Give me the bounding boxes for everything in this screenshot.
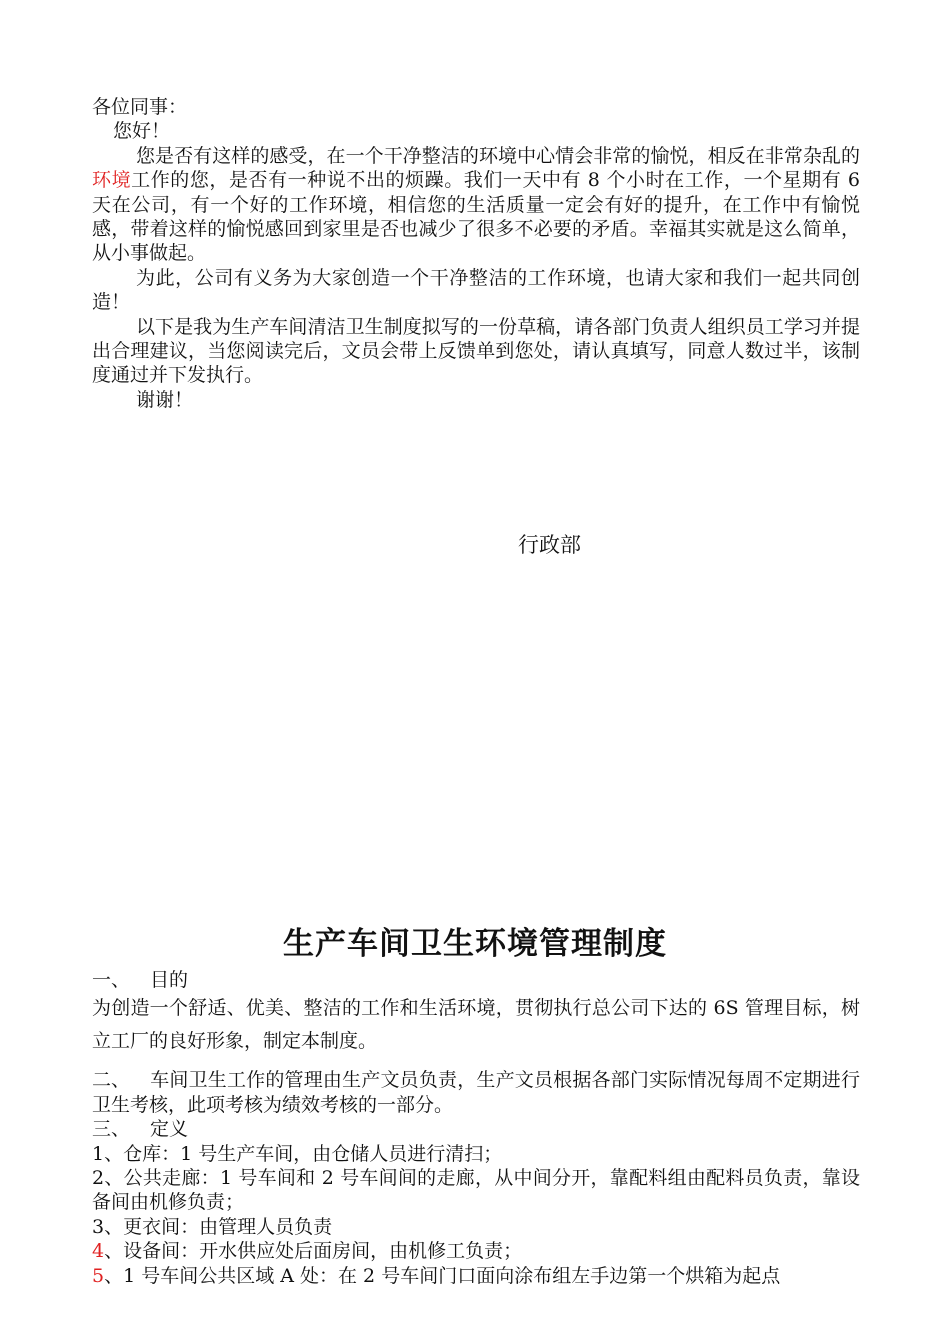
list-item-number: 3	[92, 1215, 105, 1238]
paragraph-1-text-before: 您是否有这样的感受，在一个干净整洁的环境中心情会非常的愉悦，相反在非常杂乱的	[136, 144, 860, 167]
letter-thanks: 谢谢！	[136, 388, 194, 411]
highlighted-word: 环境	[92, 169, 132, 192]
list-item-number: 5	[92, 1264, 105, 1287]
section-2-paragraph	[92, 1068, 860, 1117]
list-item-number: 1	[92, 1142, 105, 1165]
section-3-title: 定义	[150, 1118, 189, 1141]
section-2-number: 二、	[92, 1069, 131, 1092]
notice-letter	[92, 95, 860, 412]
section-1-number: 一、	[92, 969, 131, 991]
policy-body	[92, 968, 860, 1288]
list-item	[92, 1166, 860, 1215]
policy-title: 生产车间卫生环境管理制度	[283, 926, 667, 962]
section-3-number: 三、	[92, 1118, 131, 1141]
letter-signature: 行政部	[518, 533, 581, 557]
letter-salutation: 各位同事：	[92, 96, 188, 118]
section-3-heading	[92, 1117, 860, 1141]
list-item-text: 、仓库：1 号生产车间，由仓储人员进行清扫；	[104, 1142, 503, 1165]
letter-paragraph-3: 以下是我为生产车间清洁卫生制度拟写的一份草稿，请各部门负责人组织员工学习并提出合理建议，当您阅读完后，文员会带上反馈单到您处，请认真填写，同意人数过半，该制度通过并下发执行。	[92, 315, 860, 387]
list-item-text: 、更衣间：由管理人员负责	[104, 1215, 333, 1238]
list-item-number: 2	[92, 1167, 105, 1190]
list-item-text: 、设备间：开水供应处后面房间，由机修工负责；	[104, 1240, 523, 1263]
section-2-body: 车间卫生工作的管理由生产文员负责，生产文员根据各部门实际情况每周不定期进行卫生考核，此项考核为绩效考核的一部分。	[92, 1069, 860, 1116]
list-item	[92, 1264, 860, 1288]
section-1-heading	[92, 968, 860, 992]
list-item	[92, 1215, 860, 1239]
list-item-number: 4	[92, 1240, 105, 1263]
list-item	[92, 1239, 860, 1263]
section-1-title: 目的	[150, 969, 189, 991]
letter-paragraph-2: 为此，公司有义务为大家创造一个干净整洁的工作环境，也请大家和我们一起共同创造！	[92, 266, 860, 314]
letter-paragraph-1	[92, 144, 860, 266]
letter-greeting: 您好！	[113, 120, 171, 143]
paragraph-1-text-after: 工作的您，是否有一种说不出的烦躁。我们一天中有 8 个小时在工作，一个星期有 6 天在公司，有一个好的工作环境，相信您的生活质量一定会有好的提升，在工作中有愉悦感，带着这样的愉悦感回到家里是否也减少了很多不必要的矛盾。幸福其实就是这么简单，从小事做起。	[92, 169, 860, 265]
list-item	[92, 1142, 860, 1166]
section-1-body: 为创造一个舒适、优美、整洁的工作和生活环境，贯彻执行总公司下达的 6S 管理目标，树立工厂的良好形象，制定本制度。	[92, 997, 860, 1053]
list-item-text: 、1 号车间公共区域 A 处：在 2 号车间门口面向涂布组左手边第一个烘箱为起点	[104, 1264, 781, 1287]
list-item-text: 、公共走廊：1 号车间和 2 号车间间的走廊，从中间分开，靠配料组由配料员负责，靠设备间由机修负责；	[92, 1167, 860, 1214]
